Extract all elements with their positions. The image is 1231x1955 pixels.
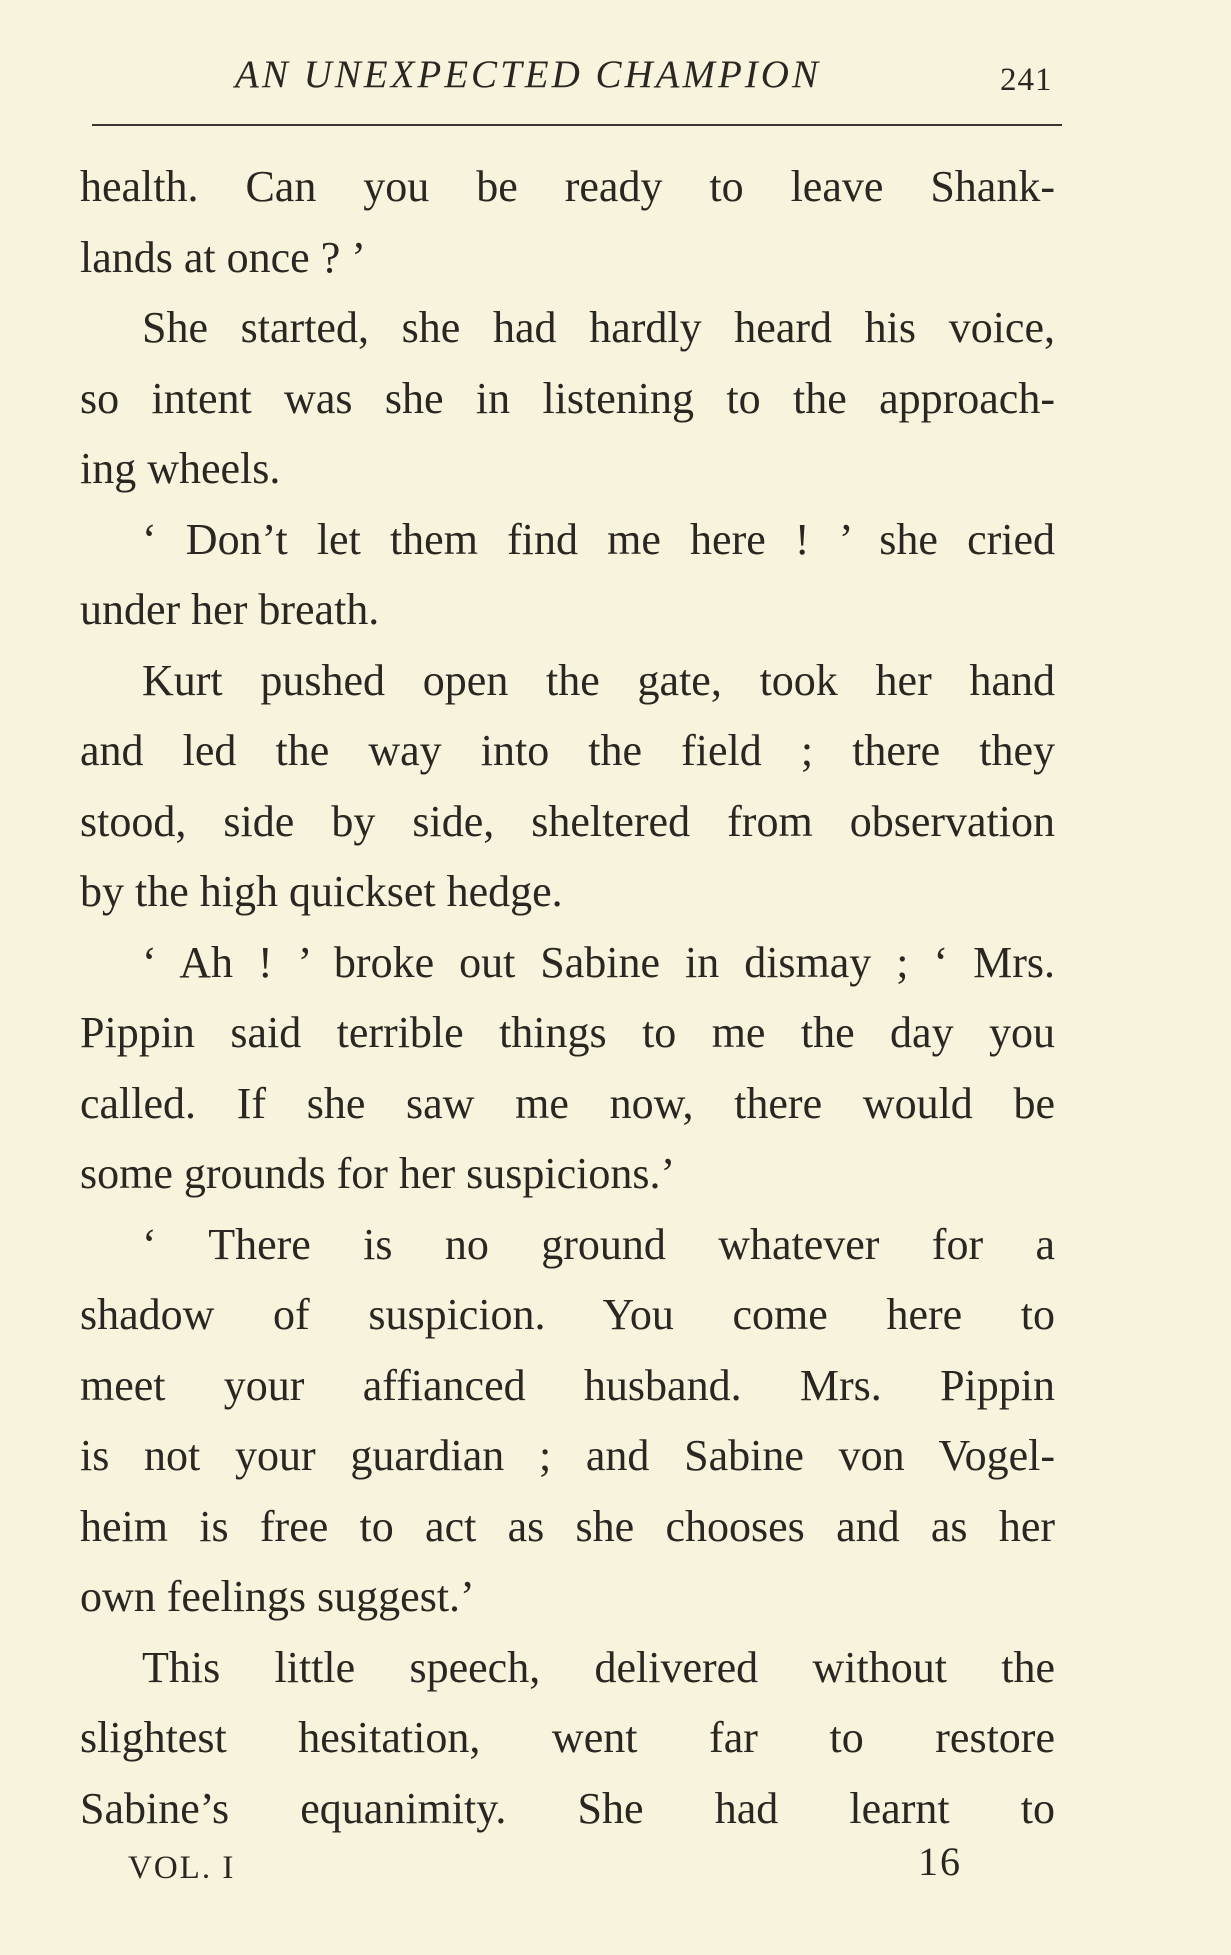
page-number: 241: [1000, 62, 1053, 98]
body-text: [80, 152, 1055, 1844]
text-line: ‘ There is no ground whatever for a: [142, 1219, 1055, 1269]
text-line: is not your guardian ; and Sabine von Vogel-: [80, 1431, 1055, 1480]
text-line: ‘ Don’t let them find me here ! ’ she cried: [142, 514, 1055, 564]
text-line: stood, side by side, sheltered from observation: [80, 796, 1055, 846]
header-rule: [92, 124, 1062, 126]
text-line: Pippin said terrible things to me the day you: [80, 1008, 1055, 1057]
volume-signature: VOL. I: [128, 1850, 236, 1886]
text-line: ‘ Ah ! ’ broke out Sabine in dismay ; ‘ Mrs.: [142, 937, 1055, 987]
text-line: Kurt pushed open the gate, took her hand: [142, 655, 1055, 705]
text-line: so intent was she in listening to the approach-: [80, 373, 1055, 423]
text-line: ing wheels.: [80, 444, 281, 493]
running-header: [0, 52, 1231, 102]
text-line: own feelings suggest.’: [80, 1572, 475, 1621]
text-line: by the high quickset hedge.: [80, 867, 563, 916]
running-title: AN UNEXPECTED CHAMPION: [235, 53, 821, 96]
text-line: She started, she had hardly heard his voice,: [142, 303, 1055, 352]
text-line: shadow of suspicion. You come here to: [80, 1290, 1055, 1339]
text-line: health. Can you be ready to leave Shank-: [80, 162, 1055, 211]
text-line: Sabine’s equanimity. She had learnt to: [80, 1783, 1055, 1833]
text-line: called. If she saw me now, there would be: [80, 1078, 1055, 1128]
text-line: slightest hesitation, went far to restore: [80, 1713, 1055, 1762]
folio-number: 16: [918, 1839, 962, 1884]
text-line: and led the way into the field ; there they: [80, 726, 1055, 775]
text-line: under her breath.: [80, 585, 380, 634]
page-footer: [0, 1838, 1231, 1898]
text-line: This little speech, delivered without the: [142, 1642, 1055, 1692]
text-line: lands at once ? ’: [80, 232, 366, 282]
text-line: meet your affianced husband. Mrs. Pippin: [80, 1360, 1055, 1410]
text-line: heim is free to act as she chooses and as her: [80, 1501, 1055, 1551]
text-line: some grounds for her suspicions.’: [80, 1149, 676, 1198]
